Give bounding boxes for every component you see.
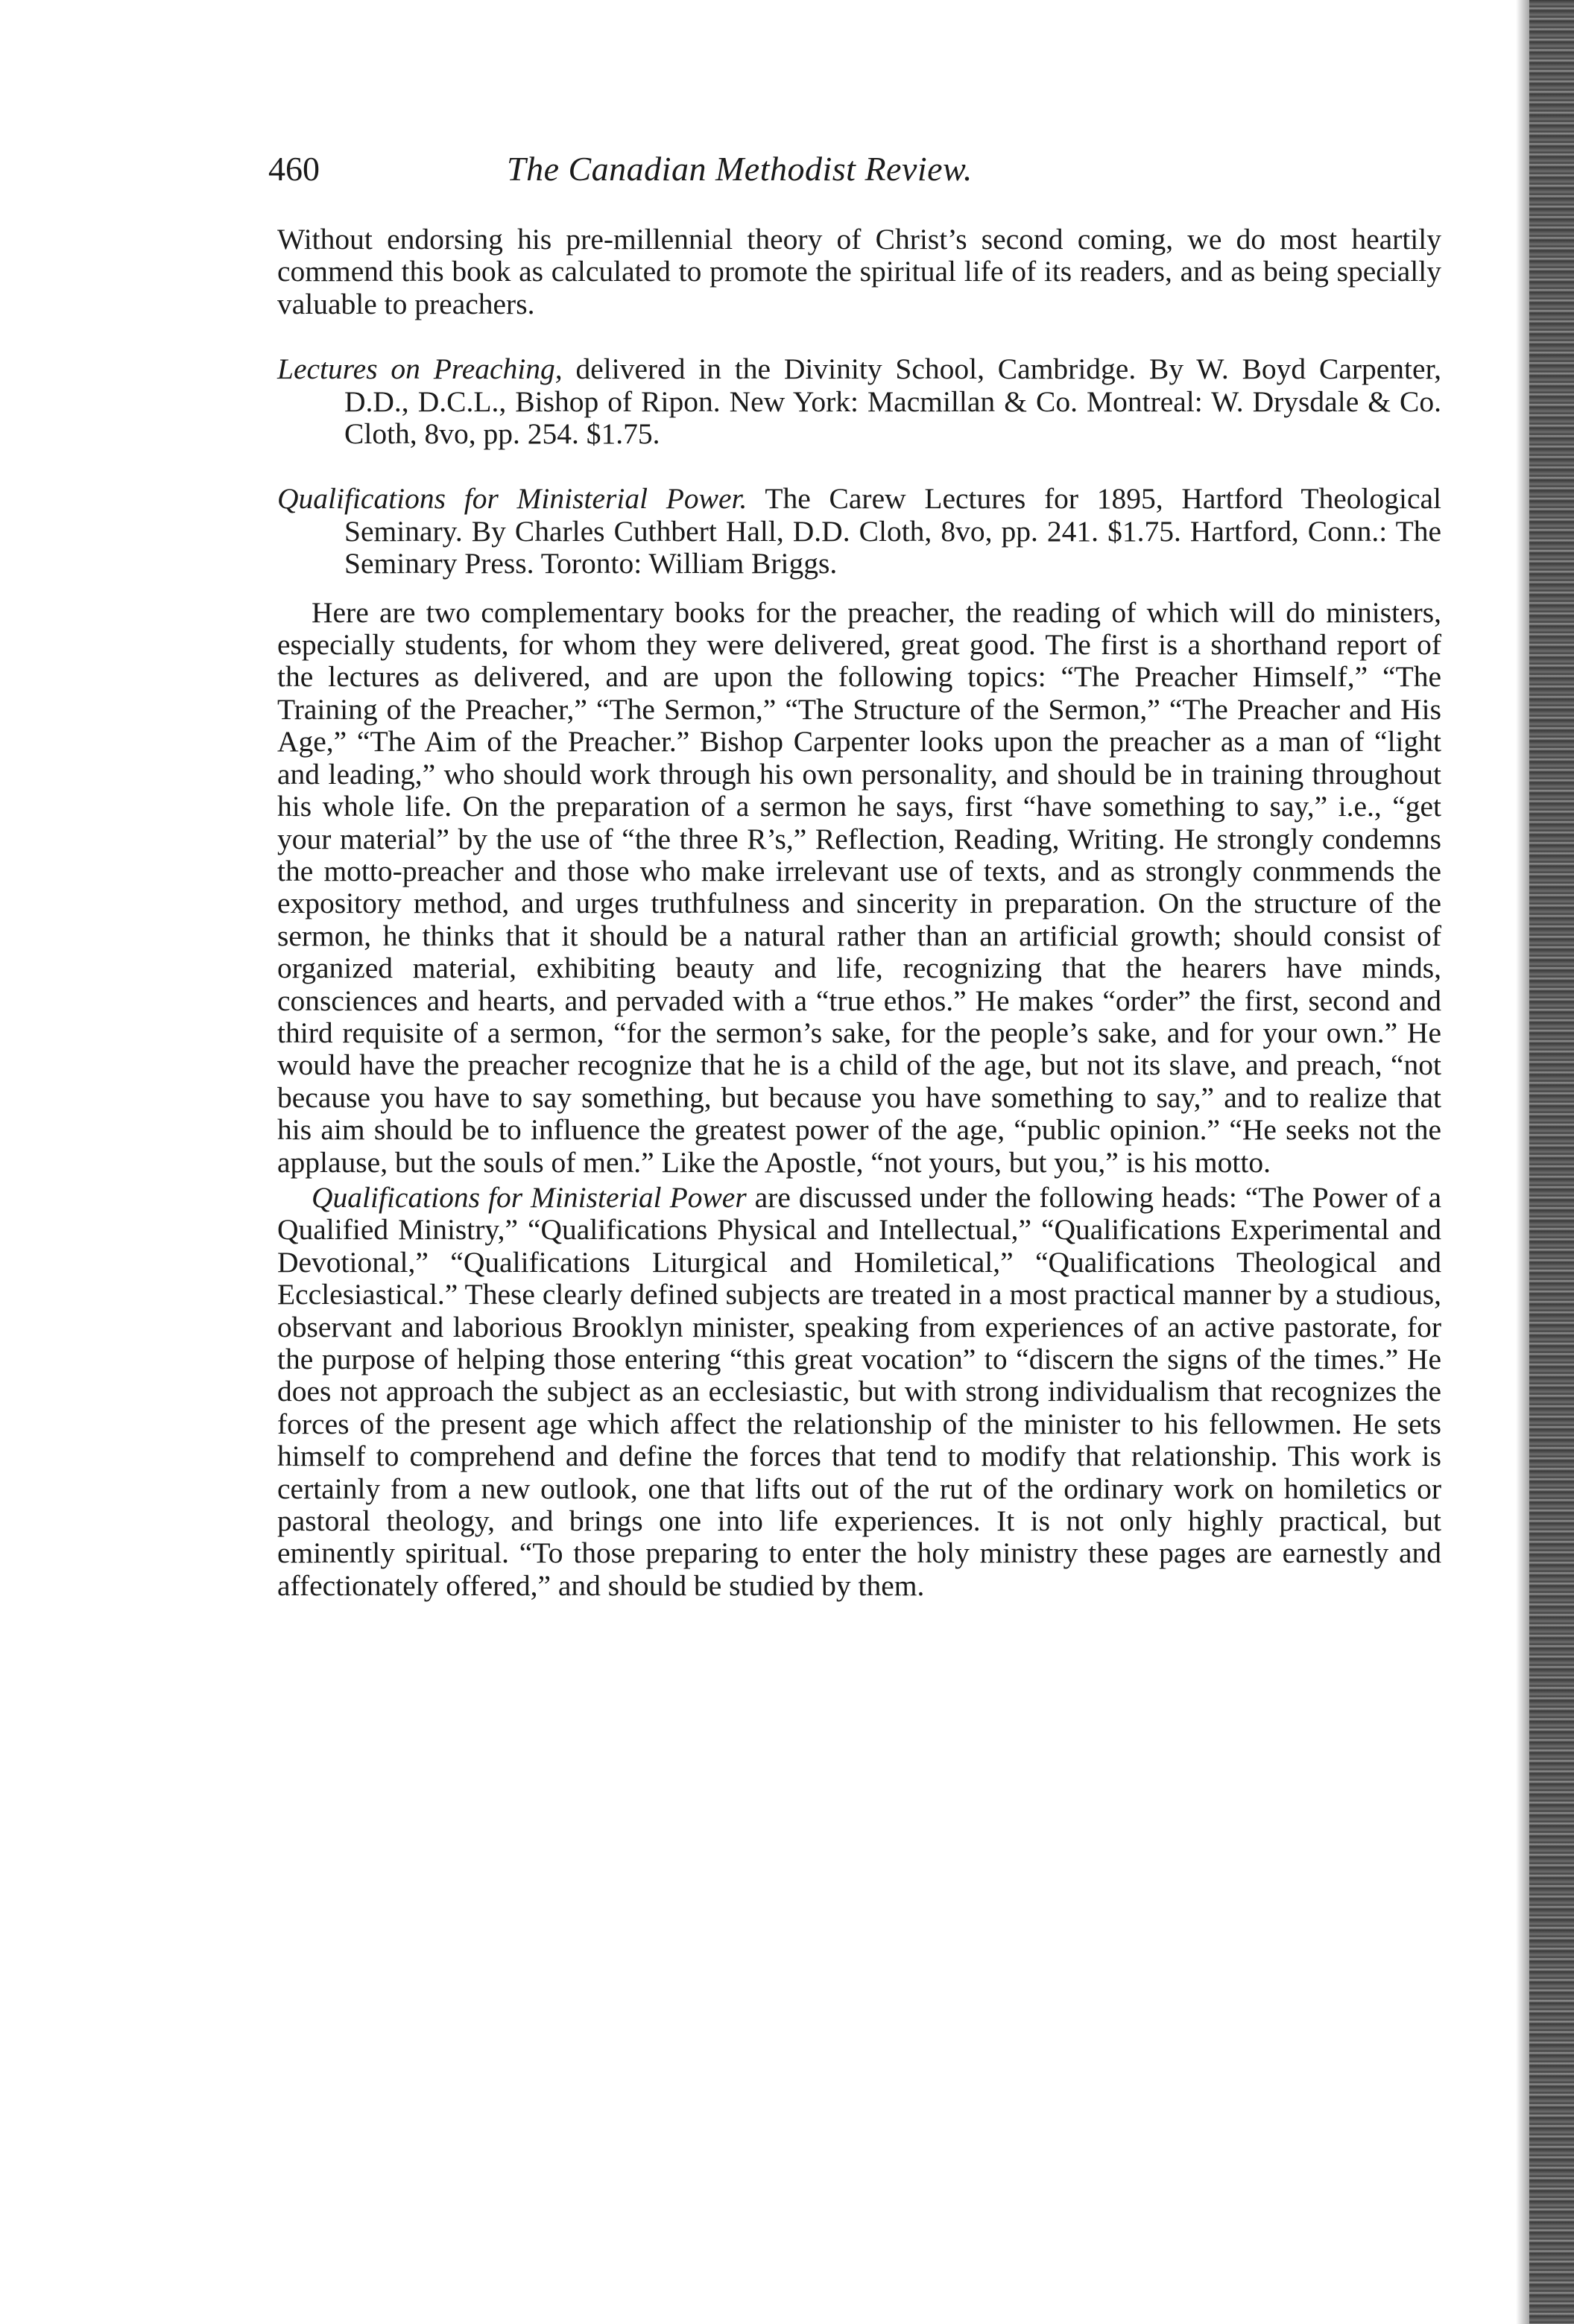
page-edge-shadow (1516, 0, 1529, 2324)
book-spine-edge (1529, 0, 1574, 2324)
book-details: The Carew Lectures for 1895, Hartford Theological Seminary. By Charles Cuthbert Hall, D.D. Cloth, 8vo, pp. 241. $1.75. Hartford, Conn.: The Seminary Press. Toronto: William Briggs. (344, 482, 1441, 580)
page-body (277, 224, 1441, 1602)
intro-paragraph: Without endorsing his pre-millennial theory of Christ’s second coming, we do most heartily commend this book as calculated to promote the spiritual life of its readers, and as being specially valuable to preachers. (277, 223, 1441, 320)
review-paragraph (277, 1182, 1441, 1602)
book-details: delivered in the Divinity School, Cambridge. By W. Boyd Carpenter, D.D., D.C.L., Bishop of Ripon. New York: Macmillan & Co. Montreal: W. Drysdale & Co. Cloth, 8vo, pp. 254. $1.75. (344, 352, 1442, 451)
book-title: Qualifications for Ministerial Power. (277, 482, 748, 516)
book-entry-qualifications (277, 483, 1441, 580)
book-title: Lectures on Preaching, (277, 352, 563, 386)
page-header (268, 149, 1446, 201)
book-title-inline: Qualifications for Ministerial Power (312, 1180, 747, 1214)
review-text: are discussed under the following heads: “The Power of a Qualified Ministry,” “Qualifications Physical and Intellectual,” “Qualifications Experimental and Devotional,” “Qualifications Liturgical and Homiletical,” “Qualifications Theological and Ecclesiastical.” These clearly defined subjects are treated in a most practical manner by a studious, observant and laborious Brooklyn minister, speaking from experiences of an active pastorate, for the purpose of helping those entering “this great vocation” to “discern the signs of the times.” He does not approach the subject as an ecclesiastic, but with strong individualism that recognizes the forces of the present age which affect the relationship of the minister to his fellowmen. He sets himself to comprehend and define the forces that tend to modify that relationship. This work is certainly from a new outlook, one that lifts out of the rut of the ordinary work on homiletics or pastoral theology, and brings one into life experiences. It is not only highly practical, but eminently spiritual. “To those preparing to enter the holy ministry these pages are earnestly and affectionately offered,” and should be studied by them. (277, 1180, 1441, 1602)
review-paragraph: Here are two complementary books for the preacher, the reading of which will do ministers, especially students, for whom they were delivered, great good. The first is a shorthand report of the lectures as delivered, and are upon the following topics: “The Preacher Himself,” “The Training of the Preacher,” “The Sermon,” “The Structure of the Sermon,” “The Preacher and His Age,” “The Aim of the Preacher.” Bishop Carpenter looks upon the preacher as a man of “light and leading,” who should work through his own personality, and should be in training throughout his whole life. On the preparation of a sermon he says, first “have something to say,” i.e., “get your material” by the use of “the three R’s,” Reflection, Reading, Writing. He strongly condemns the motto-preacher and those who make irrelevant use of texts, and as strongly conmmends the expository method, and urges truthfulness and sincerity in preparation. On the structure of the sermon, he thinks that it should be a natural rather than an artificial growth; should consist of organized material, exhibiting beauty and life, recognizing that the hearers have minds, consciences and hearts, and pervaded with a “true ethos.” He makes “order” the first, second and third requisite of a sermon, “for the sermon’s sake, for the people’s sake, and for your own.” He would have the preacher recognize that he is a child of the age, but not its slave, and preach, “not because you have to say something, but because you have something to say,” and to realize that his aim should be to influence the greatest power of the age, “public opinion.” “He seeks not the applause, but the souls of men.” Like the Apostle, “not yours, but you,” is his motto. (277, 595, 1441, 1179)
page-number: 460 (268, 150, 320, 188)
book-entry-lectures-on-preaching (277, 353, 1441, 450)
running-title: The Canadian Methodist Review. (507, 150, 973, 188)
